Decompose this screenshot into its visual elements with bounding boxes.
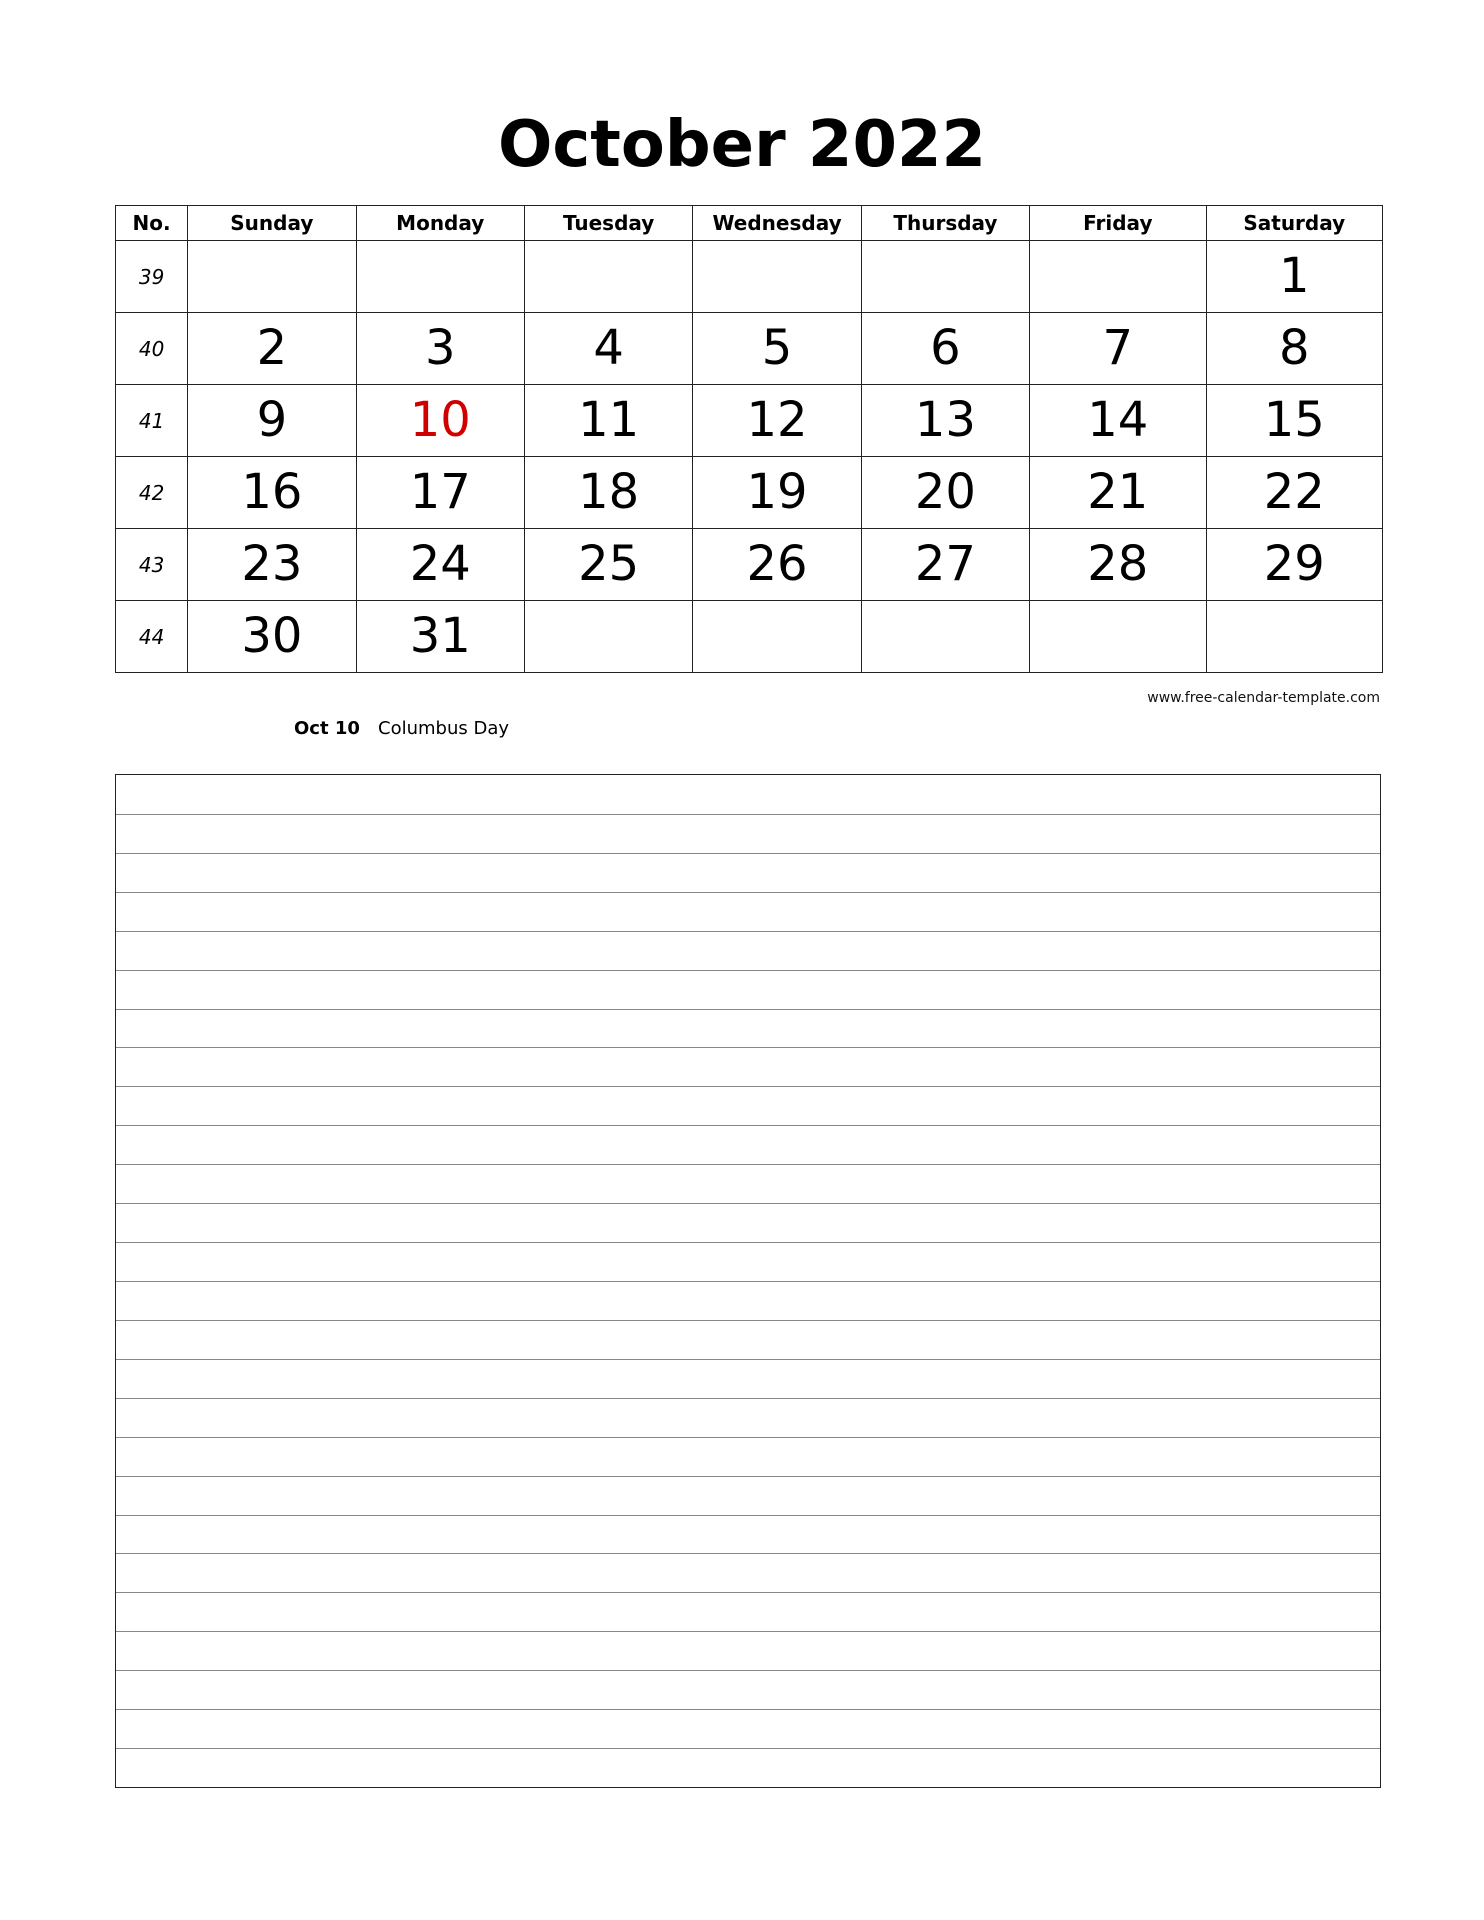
note-line [116, 1592, 1380, 1593]
week-row [116, 313, 1383, 385]
note-line [116, 1476, 1380, 1477]
week-number: 42 [116, 457, 188, 529]
day-cell: 5 [693, 313, 861, 385]
website-credit: www.free-calendar-template.com [1147, 690, 1380, 706]
day-cell [1030, 601, 1206, 673]
week-row [116, 457, 1383, 529]
holiday-item [0, 716, 1484, 742]
note-line [116, 1670, 1380, 1671]
note-line [116, 853, 1380, 854]
day-cell: 1 [1206, 241, 1382, 313]
week-number: 43 [116, 529, 188, 601]
day-cell: 10 [356, 385, 524, 457]
day-cell: 28 [1030, 529, 1206, 601]
note-line [116, 1086, 1380, 1087]
day-cell: 31 [356, 601, 524, 673]
note-line [116, 1320, 1380, 1321]
week-row [116, 601, 1383, 673]
note-line [116, 1398, 1380, 1399]
day-cell: 21 [1030, 457, 1206, 529]
day-cell: 13 [861, 385, 1029, 457]
day-cell: 12 [693, 385, 861, 457]
header-sunday: Sunday [188, 206, 356, 241]
header-saturday: Saturday [1206, 206, 1382, 241]
note-line [116, 1553, 1380, 1554]
day-cell [693, 601, 861, 673]
note-line [116, 1009, 1380, 1010]
day-cell [524, 601, 692, 673]
week-row [116, 241, 1383, 313]
day-cell: 19 [693, 457, 861, 529]
day-cell: 15 [1206, 385, 1382, 457]
calendar-grid [115, 205, 1383, 673]
holiday-name: Columbus Day [378, 718, 510, 739]
day-cell: 9 [188, 385, 356, 457]
note-line [116, 1748, 1380, 1749]
day-cell: 7 [1030, 313, 1206, 385]
day-cell: 26 [693, 529, 861, 601]
day-cell: 11 [524, 385, 692, 457]
day-cell: 24 [356, 529, 524, 601]
day-cell [693, 241, 861, 313]
day-cell [861, 601, 1029, 673]
notes-area[interactable] [115, 774, 1381, 1788]
header-tuesday: Tuesday [524, 206, 692, 241]
week-number: 44 [116, 601, 188, 673]
week-row [116, 529, 1383, 601]
header-wednesday: Wednesday [693, 206, 861, 241]
holiday-date: Oct 10 [294, 718, 360, 739]
day-cell [524, 241, 692, 313]
day-cell: 27 [861, 529, 1029, 601]
day-cell: 29 [1206, 529, 1382, 601]
week-number: 39 [116, 241, 188, 313]
note-line [116, 1631, 1380, 1632]
note-line [116, 1515, 1380, 1516]
note-line [116, 1709, 1380, 1710]
note-line [116, 931, 1380, 932]
header-thursday: Thursday [861, 206, 1029, 241]
week-row [116, 385, 1383, 457]
day-cell [861, 241, 1029, 313]
day-cell: 3 [356, 313, 524, 385]
week-number: 40 [116, 313, 188, 385]
day-cell: 16 [188, 457, 356, 529]
day-cell: 8 [1206, 313, 1382, 385]
week-number: 41 [116, 385, 188, 457]
note-line [116, 1281, 1380, 1282]
day-cell [1206, 601, 1382, 673]
note-line [116, 1359, 1380, 1360]
note-line [116, 1125, 1380, 1126]
day-cell: 17 [356, 457, 524, 529]
day-cell [1030, 241, 1206, 313]
day-cell: 30 [188, 601, 356, 673]
day-cell: 20 [861, 457, 1029, 529]
day-cell: 6 [861, 313, 1029, 385]
day-cell: 22 [1206, 457, 1382, 529]
day-cell: 25 [524, 529, 692, 601]
page-title: October 2022 [497, 108, 987, 182]
day-cell: 18 [524, 457, 692, 529]
header-monday: Monday [356, 206, 524, 241]
note-line [116, 1242, 1380, 1243]
header-week-number: No. [116, 206, 188, 241]
day-cell [356, 241, 524, 313]
day-cell: 14 [1030, 385, 1206, 457]
day-cell: 23 [188, 529, 356, 601]
header-friday: Friday [1030, 206, 1206, 241]
holiday-list [0, 716, 1484, 742]
note-line [116, 1164, 1380, 1165]
note-line [116, 1437, 1380, 1438]
day-cell: 4 [524, 313, 692, 385]
day-cell: 2 [188, 313, 356, 385]
note-line [116, 1203, 1380, 1204]
note-line [116, 814, 1380, 815]
note-line [116, 970, 1380, 971]
calendar-header-row [116, 206, 1383, 241]
day-cell [188, 241, 356, 313]
note-line [116, 1047, 1380, 1048]
note-line [116, 892, 1380, 893]
